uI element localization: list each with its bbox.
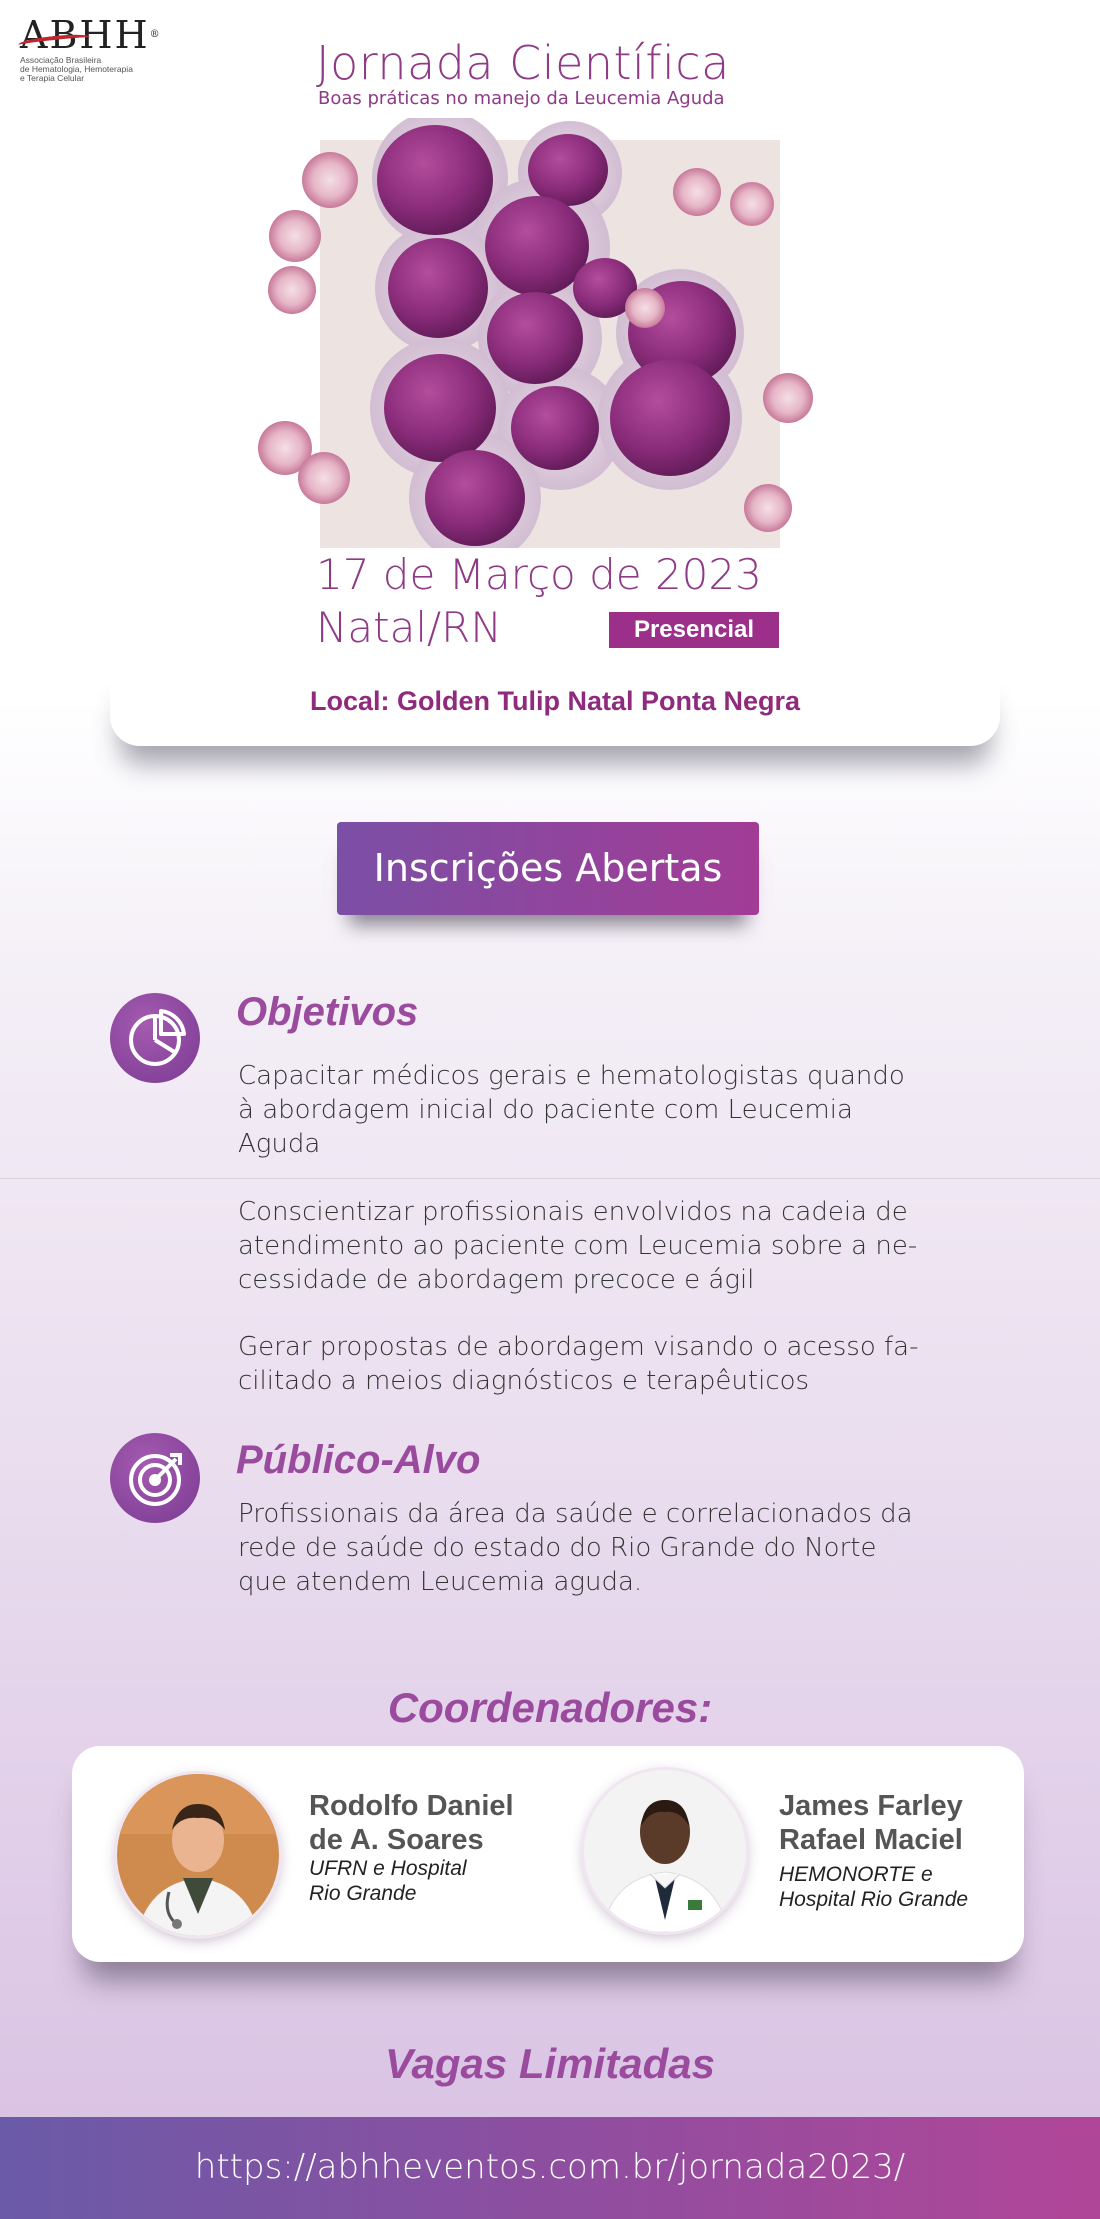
venue-text: Local: Golden Tulip Natal Ponta Negra — [309, 686, 801, 716]
target-icon — [110, 1433, 200, 1523]
event-subtitle: Boas práticas no manejo da Leucemia Aguda — [318, 88, 725, 109]
publico-alvo-title: Público-Alvo — [236, 1438, 481, 1482]
vagas-limitadas-text: Vagas Limitadas — [385, 2040, 715, 2087]
coordinator-2-name: James Farley Rafael Maciel — [779, 1790, 963, 1856]
abhh-logo — [20, 13, 162, 86]
register-button[interactable]: Inscrições Abertas — [337, 822, 759, 915]
coordenadores-title: Coordenadores: — [387, 1684, 713, 1731]
logo-subtitle: Associação Brasileira de Hematologia, Hemoterapia e Terapia Celular — [20, 55, 133, 83]
presencial-badge: Presencial — [609, 612, 779, 648]
objetivos-title: Objetivos — [236, 990, 419, 1034]
avatar — [584, 1770, 746, 1932]
objetivo-item-1: Capacitar médicos gerais e hematologistas quando à abordagem inicial do paciente com Leucemia Aguda — [238, 1061, 905, 1159]
publico-alvo-text: Profissionais da área da saúde e correlacionados da rede de saúde do estado do Rio Grande do Norte que atendem Leucemia aguda. — [238, 1499, 913, 1597]
section-divider — [0, 1178, 1100, 1179]
event-title: Jornada Científica — [316, 36, 730, 90]
coordinator-1-institution: UFRN e Hospital Rio Grande — [309, 1857, 467, 1905]
coordinator-2-institution: HEMONORTE e Hospital Rio Grande — [779, 1863, 969, 1911]
logo-mark-text: ABHH — [20, 13, 150, 57]
logo-registered-mark: ® — [149, 29, 162, 40]
coordinator-1-name: Rodolfo Daniel de A. Soares — [309, 1790, 514, 1856]
event-date: 17 de Março de 2023 — [316, 550, 762, 599]
pie-chart-icon — [110, 993, 200, 1083]
event-city: Natal/RN — [316, 603, 502, 652]
leukemia-cells-illustration — [250, 118, 820, 548]
avatar — [117, 1774, 279, 1936]
objetivo-item-2: Conscientizar profissionais envolvidos na cadeia de atendimento ao paciente com Leucemia sobre a ne- cessidade de abordagem precoce e ágil — [238, 1197, 918, 1295]
objetivo-item-3: Gerar propostas de abordagem visando o acesso fa- cilitado a meios diagnósticos e terapêuticos — [238, 1332, 919, 1396]
event-url-link[interactable]: https://abhheventos.com.br/jornada2023/ — [194, 2147, 906, 2187]
